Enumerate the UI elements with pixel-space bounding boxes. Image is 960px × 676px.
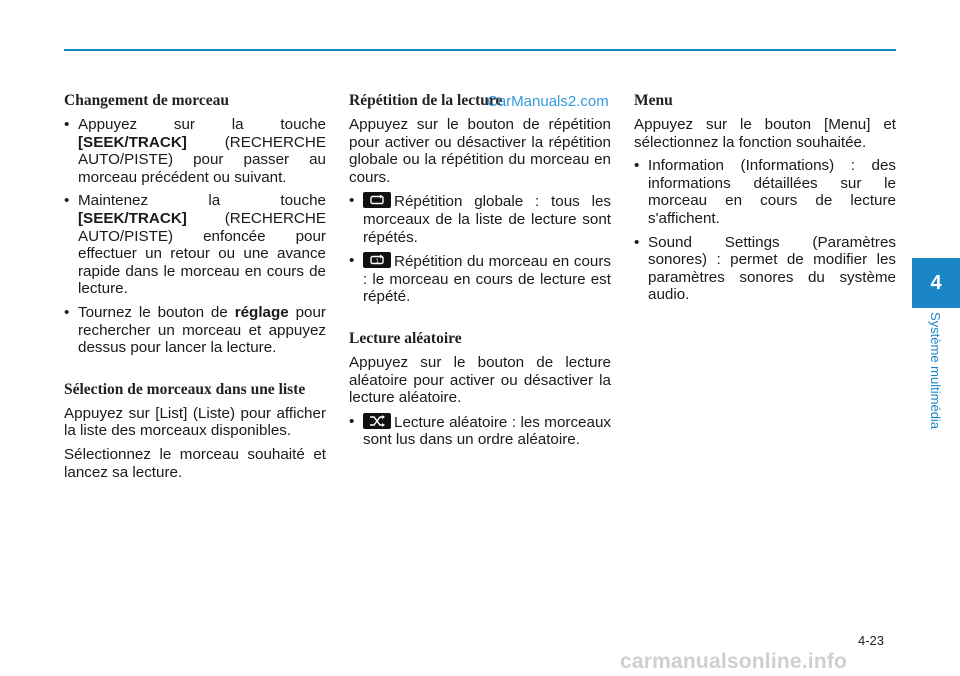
list-item: • Sound Settings (Paramètres sonores) : permet de modifier les paramètres sonores du système audio. [634,234,896,304]
page-number: 4-23 [858,633,885,648]
shuffle-list [349,413,611,449]
list-item [349,192,611,246]
text: Tournez le bouton de [78,303,235,321]
repeat-all-icon [363,192,391,208]
list-item [349,413,611,449]
key-label: [SEEK/TRACK] [78,133,187,151]
paragraph: Appuyez sur le bouton de lecture aléatoire pour activer ou désactiver la lecture aléatoire. [349,353,611,407]
repeat-one-icon [363,252,391,268]
list-item: • Information (Informations) : des informations détaillées sur le morceau en cours de lecture s'affichent. [634,157,896,227]
watermark-bottom: carmanualsonline.info [620,650,848,673]
key-label: réglage [234,303,289,321]
text: Maintenez la touche [78,192,326,210]
chapter-label: Système multimédia [928,312,943,430]
heading-track-change: Changement de morceau [64,92,230,109]
text: (RECHERCHE AUTO/PISTE) pour passer au morceau précédent ou suivant. [78,133,326,186]
text: Répétition du morceau en cours : le morceau en cours de lecture est répété. [363,253,611,306]
heading-track-list: Sélection de morceaux dans une liste [64,380,306,398]
paragraph: Sélectionnez le morceau souhaité et lancez sa lecture. [64,445,326,481]
paragraph: Appuyez sur le bouton [Menu] et sélectionnez la fonction souhaitée. [634,116,896,151]
list-item [64,192,326,298]
list-item [64,304,326,357]
heading-repeat: Répétition de la lecture [349,92,503,109]
list-item [64,116,326,186]
list-item [349,252,611,306]
column-2 [349,92,611,455]
svg-text:1: • 1 [375,259,379,266]
text: (RECHERCHE AUTO/PISTE) enfoncée pour effectuer un retour ou une avance rapide dans le morceau en cours de lecture. [78,209,326,298]
text: Appuyez sur la touche [78,116,326,133]
heading-shuffle: Lecture aléatoire [349,329,462,347]
chapter-tab: 4 [912,258,960,308]
top-rule [64,49,896,51]
paragraph: Appuyez sur [List] (Liste) pour afficher la liste des morceaux disponibles. [64,404,326,440]
shuffle-icon [363,413,391,429]
repeat-list [349,192,611,306]
text: pour rechercher un morceau et appuyez dessus pour lancer la lecture. [78,303,326,357]
column-3 [634,92,896,310]
menu-list [634,157,896,304]
paragraph: Appuyez sur le bouton de répétition pour activer ou désactiver la répétition globale ou la répétition du morceau en cours. [349,116,611,186]
track-change-list [64,116,326,357]
text: Lecture aléatoire : les morceaux sont lus dans un ordre aléatoire. [363,413,611,449]
watermark-top: CarManuals2.com [487,93,609,110]
key-label: [SEEK/TRACK] [78,209,187,227]
column-1 [64,92,326,487]
text: Répétition globale : tous les morceaux de la liste de lecture sont répétés. [363,193,611,246]
heading-menu: Menu [634,92,673,109]
